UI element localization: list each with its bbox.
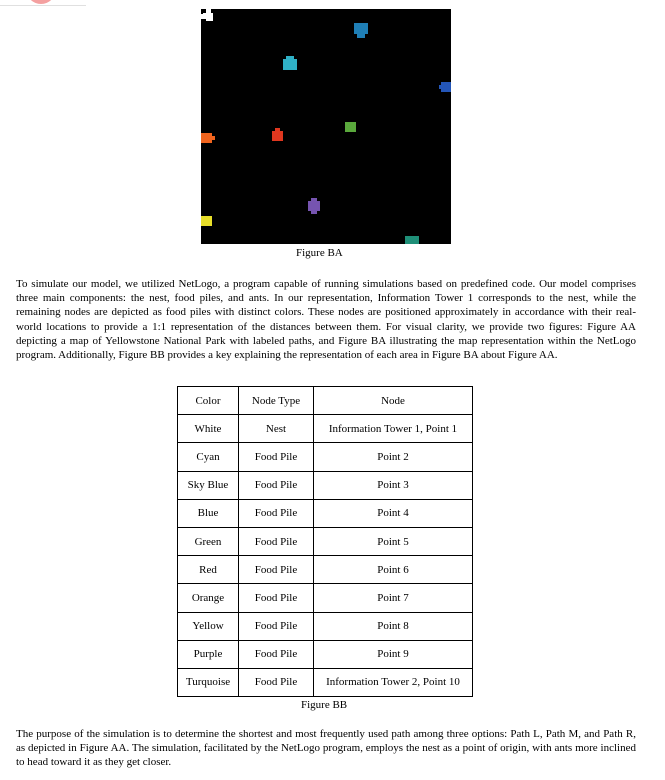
cell-node: Point 3 — [314, 471, 473, 499]
node-red-part — [275, 128, 280, 132]
node-sky-blue-part — [357, 33, 365, 38]
cell-node-type: Food Pile — [239, 527, 314, 555]
cell-node: Point 8 — [314, 612, 473, 640]
table-row — [178, 556, 473, 584]
purpose-paragraph: The purpose of the simulation is to determine the shortest and most frequently used path among three options: Path L, Path M, and Path R, as depicted in Figure AA. The simulation, facilitated by the NetLogo program, employs the nest as a point of origin, with ants more inclined to head toward it as they get closer. — [16, 728, 636, 769]
cell-node-type: Food Pile — [239, 668, 314, 696]
cell-color: Purple — [178, 640, 239, 668]
cell-node: Point 7 — [314, 584, 473, 612]
cell-color: Red — [178, 556, 239, 584]
header-logo-fragment — [0, 0, 86, 6]
node-yellow — [201, 216, 212, 226]
netlogo-map-figure — [201, 9, 451, 244]
cell-node-type: Food Pile — [239, 584, 314, 612]
node-cyan-part — [286, 56, 294, 60]
cell-node: Information Tower 2, Point 10 — [314, 668, 473, 696]
table-row — [178, 612, 473, 640]
node-cyan — [283, 59, 297, 70]
table-row — [178, 443, 473, 471]
cell-color: White — [178, 415, 239, 443]
table-row — [178, 527, 473, 555]
cell-color: Turquoise — [178, 668, 239, 696]
cell-node: Point 6 — [314, 556, 473, 584]
cell-node: Point 4 — [314, 499, 473, 527]
cell-node: Information Tower 1, Point 1 — [314, 415, 473, 443]
cell-color: Orange — [178, 584, 239, 612]
table-row — [178, 584, 473, 612]
cell-color: Green — [178, 527, 239, 555]
table-row — [178, 640, 473, 668]
node-red — [272, 131, 283, 141]
figure-bb-caption: Figure BB — [301, 699, 348, 711]
table-row — [178, 668, 473, 696]
logo-arc-shape — [26, 0, 56, 4]
intro-paragraph: To simulate our model, we utilized NetLogo, a program capable of running simulations based on predefined code. Our model comprises three main components: the nest, food piles, and ants. In our representation, Information Tower 1 corresponds to the nest, while the remaining nodes are depicted as food piles with distinct colors. These nodes are positioned approximately in accordance with their real-world locations to provide a 1:1 representation of the distances between them. For visual clarity, we provide two figures: Figure AA depicting a map of Yellowstone National Park with labeled paths, and Figure BA illustrating the map representation within the NetLogo program. Additionally, Figure BB provides a key explaining the representation of each area in Figure BA about Figure AA. — [16, 278, 636, 362]
cell-color: Cyan — [178, 443, 239, 471]
cell-node: Point 5 — [314, 527, 473, 555]
header-color: Color — [178, 387, 239, 415]
table-row — [178, 471, 473, 499]
cell-node-type: Food Pile — [239, 471, 314, 499]
node-white-part — [203, 13, 213, 16]
node-green — [345, 122, 356, 132]
node-purple-part — [311, 198, 317, 214]
cell-node-type: Food Pile — [239, 443, 314, 471]
table-row — [178, 415, 473, 443]
node-key-table — [177, 386, 473, 697]
header-node-type: Node Type — [239, 387, 314, 415]
cell-color: Yellow — [178, 612, 239, 640]
cell-node: Point 2 — [314, 443, 473, 471]
node-turquoise — [405, 236, 419, 244]
cell-node-type: Food Pile — [239, 640, 314, 668]
cell-node: Point 9 — [314, 640, 473, 668]
table-row — [178, 499, 473, 527]
figure-ba-caption: Figure BA — [296, 247, 343, 259]
cell-node-type: Food Pile — [239, 499, 314, 527]
cell-node-type: Food Pile — [239, 556, 314, 584]
cell-node-type: Food Pile — [239, 612, 314, 640]
header-node: Node — [314, 387, 473, 415]
cell-color: Blue — [178, 499, 239, 527]
cell-color: Sky Blue — [178, 471, 239, 499]
node-blue-part — [439, 85, 443, 89]
table-header-row — [178, 387, 473, 415]
cell-node-type: Nest — [239, 415, 314, 443]
node-orange-part — [211, 136, 215, 140]
